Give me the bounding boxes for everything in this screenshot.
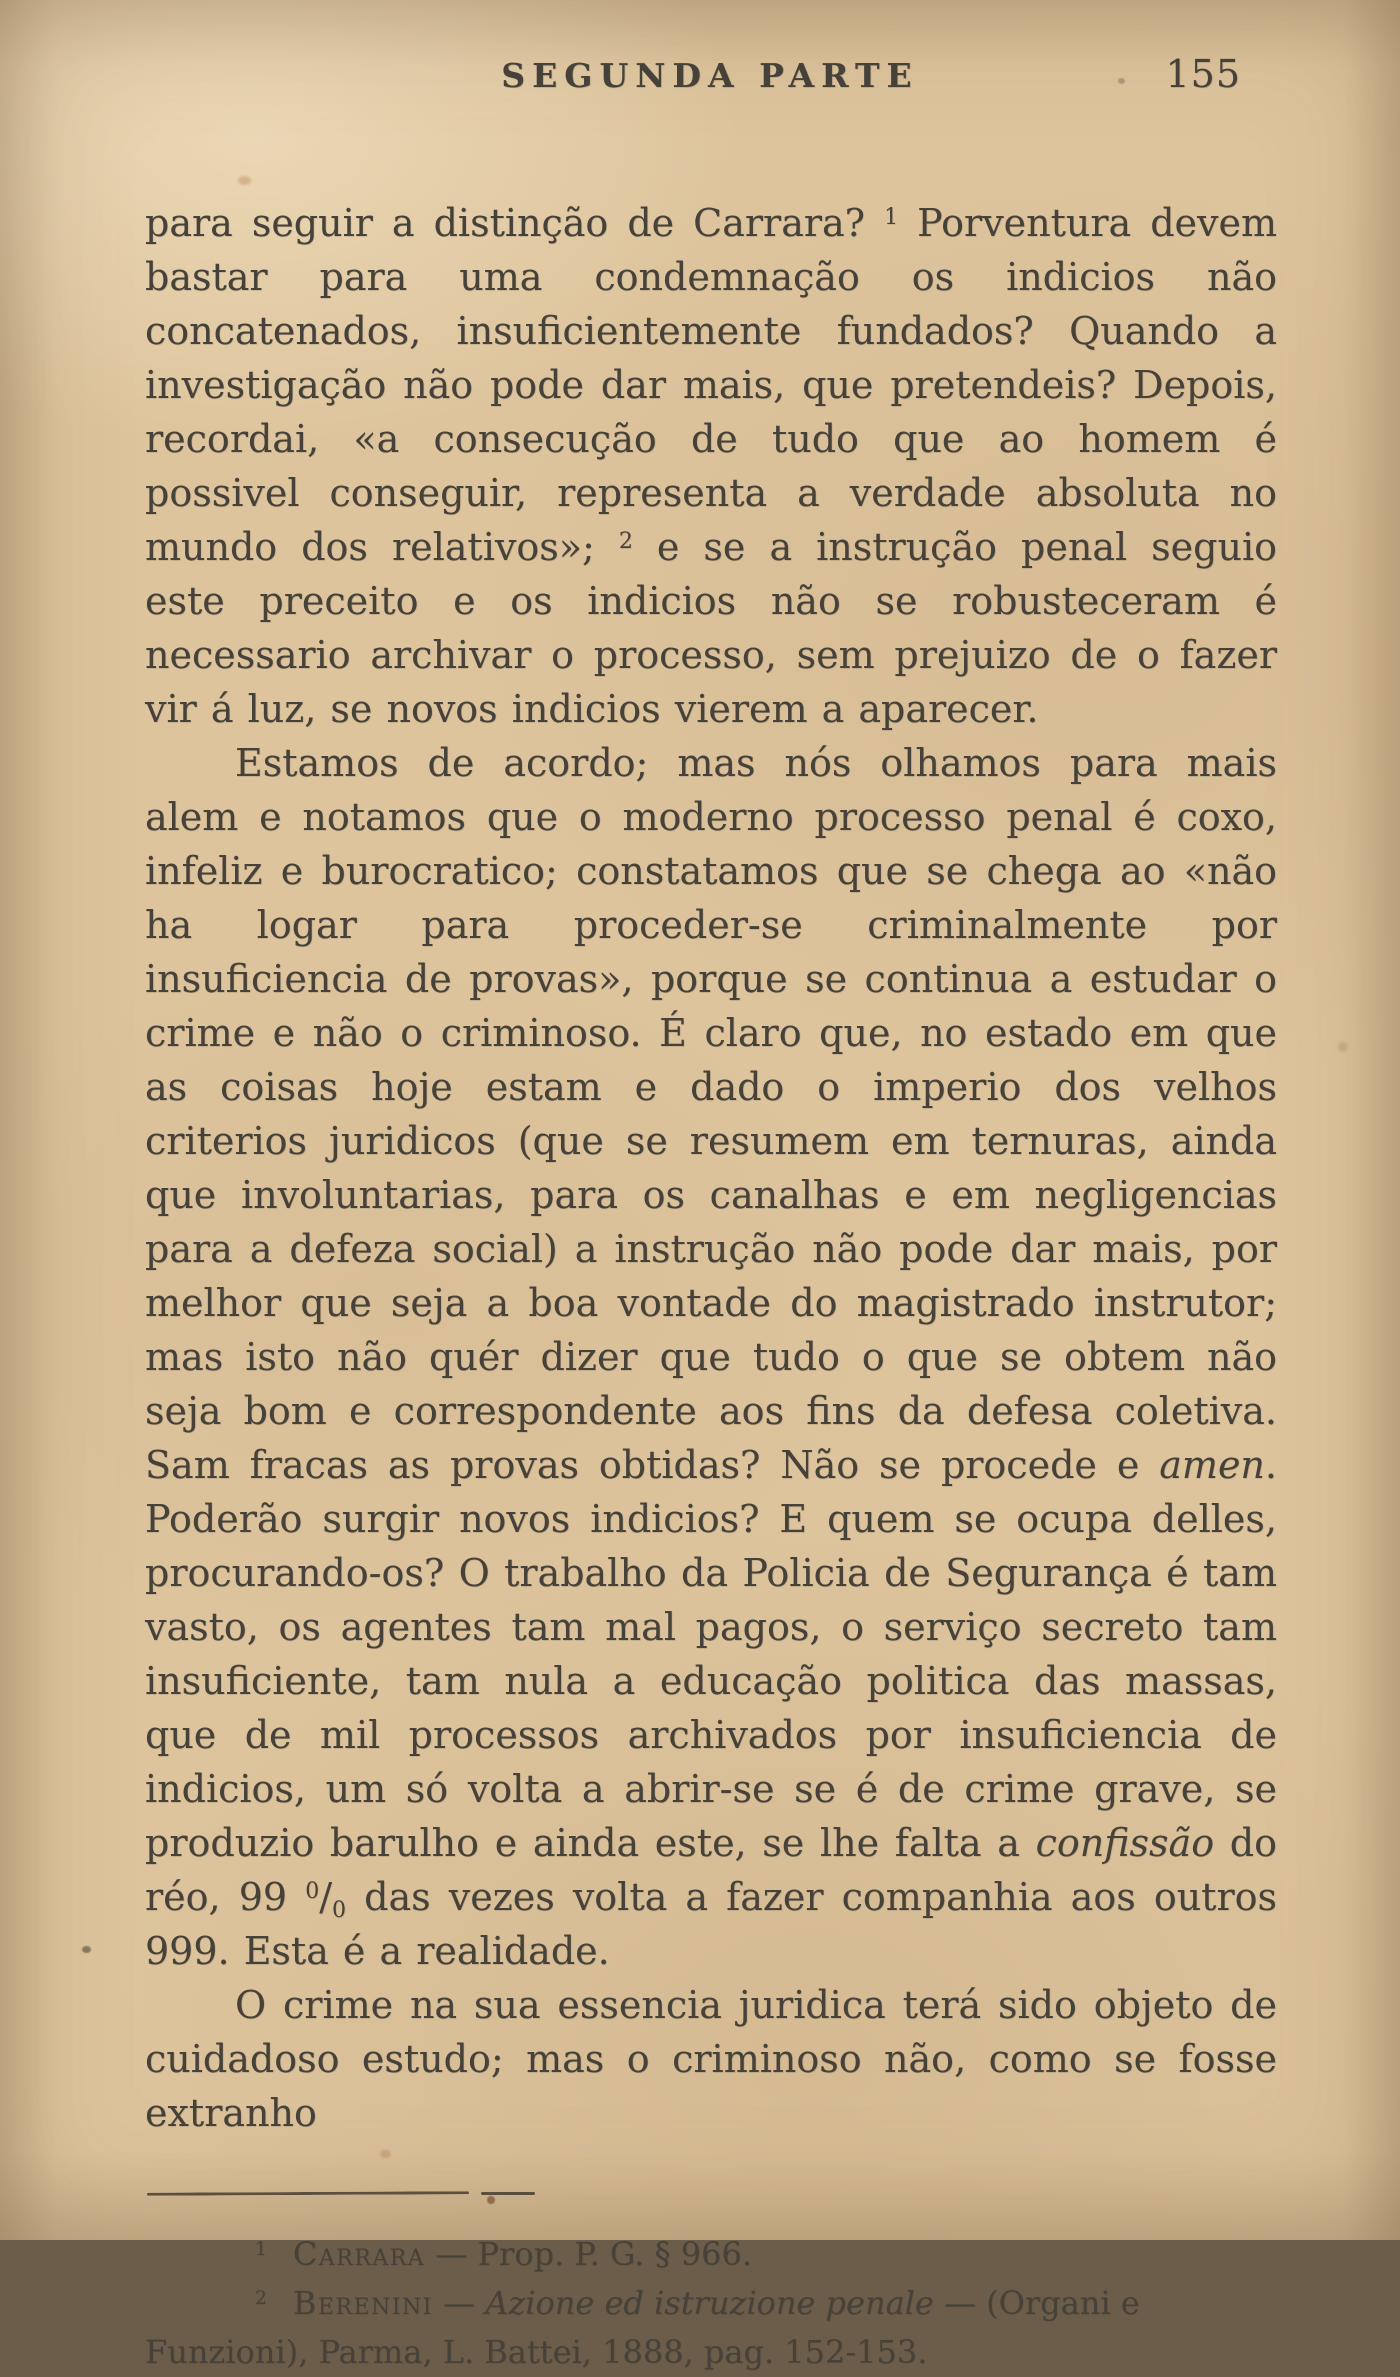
- text-segment-normal: . Poderão surgir novos indicios? E quem se ocupa delles, procurando-os? O trabalho da Policia de Segurança é tam vasto, os agentes tam mal pagos, o serviço secreto tam insuficiente, tam nula a educação politica das massas, que de mil processos archivados por insuficiencia de indicios, um só volta a abrir-se se é de crime grave, se produzio barulho e ainda este, se lhe falta a: [145, 1443, 1277, 1865]
- paper-stain: [82, 1946, 91, 1953]
- text-segment-smallcaps: Berenini: [292, 2284, 433, 2322]
- text-segment-normal: e se a instrução penal seguio este preceito e os indicios não se robusteceram é necessario archivar o processo, sem prejuizo de o fazer vir á luz, se novos indicios vierem a aparecer.: [145, 525, 1277, 731]
- separator-rule-long: [147, 2191, 469, 2195]
- body-text: [145, 196, 1277, 2140]
- footnotes: [145, 2230, 1277, 2377]
- text-segment-normal: — (Organi e Funzioni), Parma, L. Battei, 1888, pag. 152-153.: [145, 2284, 1140, 2371]
- paper-stain: [1338, 1042, 1348, 1052]
- footnote: [145, 2279, 1277, 2377]
- text-segment-normal: /: [319, 1875, 333, 1919]
- page-number: 155: [1165, 52, 1241, 96]
- footnote-marker: 1: [255, 2238, 267, 2260]
- paragraph: [145, 1978, 1277, 2140]
- text-segment-sup: 1: [884, 204, 899, 230]
- text-segment-smallcaps: Carrara: [292, 2235, 426, 2273]
- text-segment-normal: Porventura devem bastar para uma condemnação os indicios não concatenados, insuficientemente fundados? Quando a investigação não pode dar mais, que pretendeis? Depois, recordai, «a consecução de tudo que ao homem é possivel conseguir, representa a verdade absoluta no mundo dos relativos»;: [145, 201, 1278, 569]
- paper-stain: [238, 176, 251, 185]
- text-segment-italic: Azione ed istruzione penale: [485, 2284, 934, 2322]
- text-segment-italic: amen: [1159, 1443, 1265, 1487]
- footnote-marker: 2: [255, 2287, 267, 2309]
- paragraph: [145, 736, 1277, 1978]
- footnote-separator: [147, 2192, 1277, 2196]
- text-column: [145, 196, 1277, 2377]
- text-segment-italic: confissão: [1035, 1821, 1215, 1865]
- text-segment-normal: Estamos de acordo; mas nós olhamos para mais alem e notamos que o moderno processo penal é coxo, infeliz e burocratico; constatamos que se chega ao «não ha logar para proceder-se criminalmente por insuficiencia de provas», porque se continua a estudar o crime e não o criminoso. É claro que, no estado em que as coisas hoje estam e dado o imperio dos velhos criterios juridicos (que se resumem em ternuras, ainda que involuntarias, para os canalhas e em negligencias para a defeza social) a instrução não pode dar mais, por melhor que seja a boa vontade do magistrado instrutor; mas isto não quér dizer que tudo o que se obtem não seja bom e correspondente aos fins da defesa coletiva. Sam fracas as provas obtidas? Não se procede e: [145, 741, 1277, 1487]
- text-segment-sup: 2: [618, 528, 633, 554]
- page-header: [145, 52, 1275, 106]
- footnote: [145, 2230, 1277, 2279]
- text-segment-normal: das vezes volta a fazer companhia aos outros 999. Esta é a realidade.: [145, 1875, 1277, 1973]
- text-segment-sup: 0: [305, 1878, 320, 1904]
- text-segment-normal: para seguir a distinção de Carrara?: [145, 201, 885, 245]
- text-segment-normal: — Prop. P. G. § 966.: [425, 2235, 752, 2273]
- paragraph: [145, 196, 1277, 736]
- section-title: SEGUNDA PARTE: [501, 56, 919, 95]
- text-segment-normal: do réo, 99: [145, 1821, 1277, 1919]
- text-segment-normal: O crime na sua essencia juridica terá sido objeto de cuidadoso estudo; mas o criminoso não, como se fosse extranho: [145, 1983, 1277, 2135]
- text-segment-normal: —: [432, 2284, 486, 2322]
- separator-rule-short: [481, 2192, 535, 2195]
- text-segment-sub: 0: [332, 1897, 347, 1923]
